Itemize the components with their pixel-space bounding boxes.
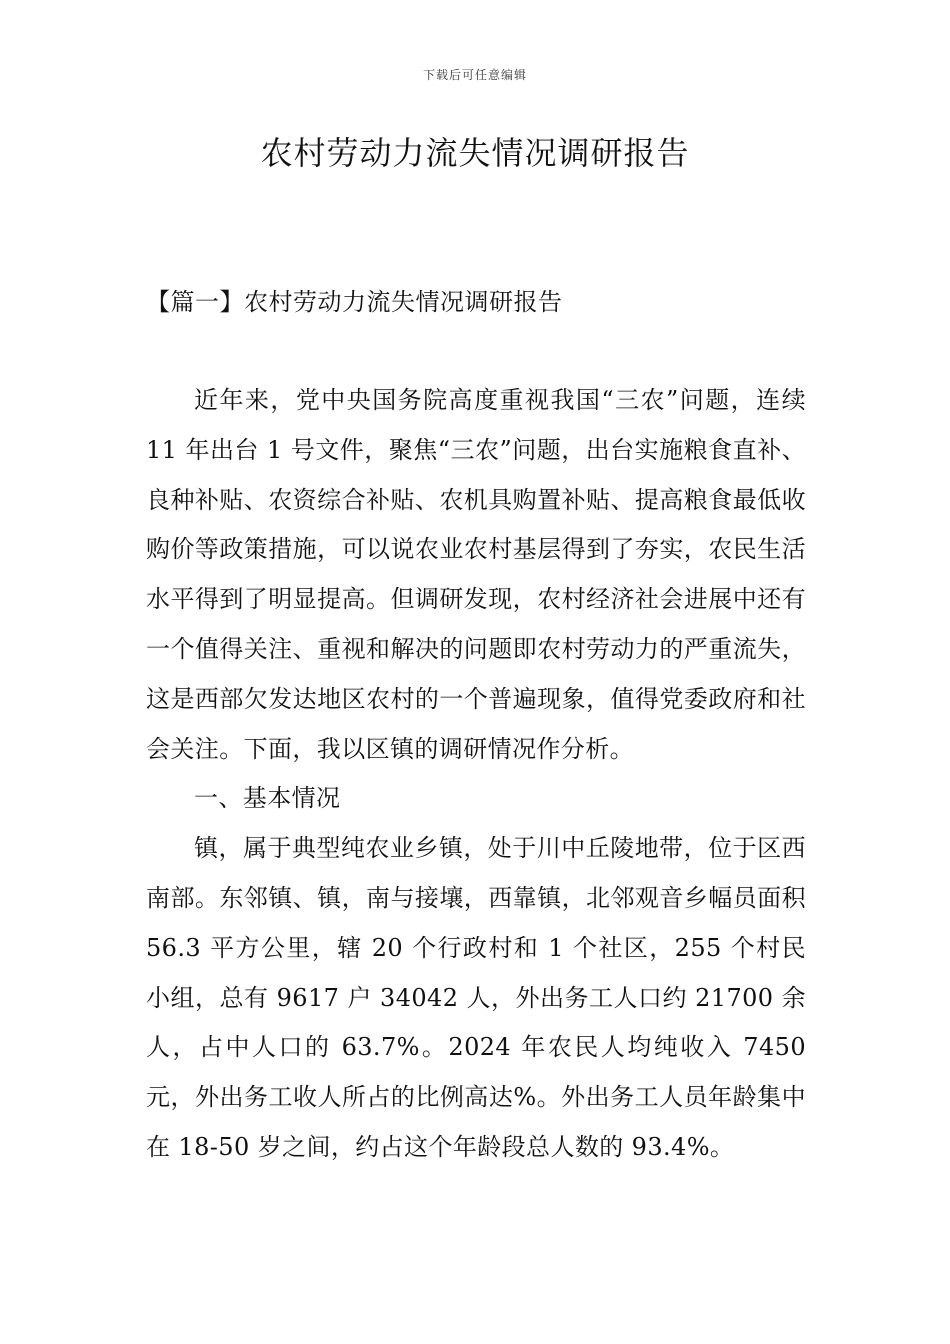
document-body bbox=[146, 376, 806, 1173]
document-title: 农村劳动力流失情况调研报告 bbox=[260, 134, 690, 172]
subsection-heading-basic-situation: 一、基本情况 bbox=[194, 784, 341, 813]
section-heading: 【篇一】农村劳动力流失情况调研报告 bbox=[146, 288, 563, 316]
page-header-note: 下载后可任意编辑 bbox=[422, 68, 527, 82]
intro-paragraph: 近年来，党中央国务院高度重视我国“三农”问题，连续 11 年出台 1 号文件，聚焦“三农”问题，出台实施粮食直补、良种补贴、农资综合补贴、农机具购置补贴、提高粮食最低收购价等政策措施，可以说农业农村基层得到了夯实，农民生活水平得到了明显提高。但调研发现，农村经济社会进展中还有一个值得关注、重视和解决的问题即农村劳动力的严重流失，这是西部欠发达地区农村的一个普遍现象，值得党委政府和社会关注。下面，我以区镇的调研情况作分析。 bbox=[146, 386, 806, 763]
basic-situation-paragraph: 镇，属于典型纯农业乡镇，处于川中丘陵地带，位于区西南部。东邻镇、镇，南与接壤，西靠镇，北邻观音乡幅员面积 56.3 平方公里，辖 20 个行政村和 1 个社区，255 个村民小组，总有 9617 户 34042 人，外出务工人口约 21700 余人，占中人口的 63.7%。2024 年农民人均纯收入 7450 元，外出务工收人所占的比例高达%。外出务工人员年龄集中在 18-50 岁之间，约占这个年龄段总人数的 93.4%。 bbox=[146, 834, 806, 1161]
